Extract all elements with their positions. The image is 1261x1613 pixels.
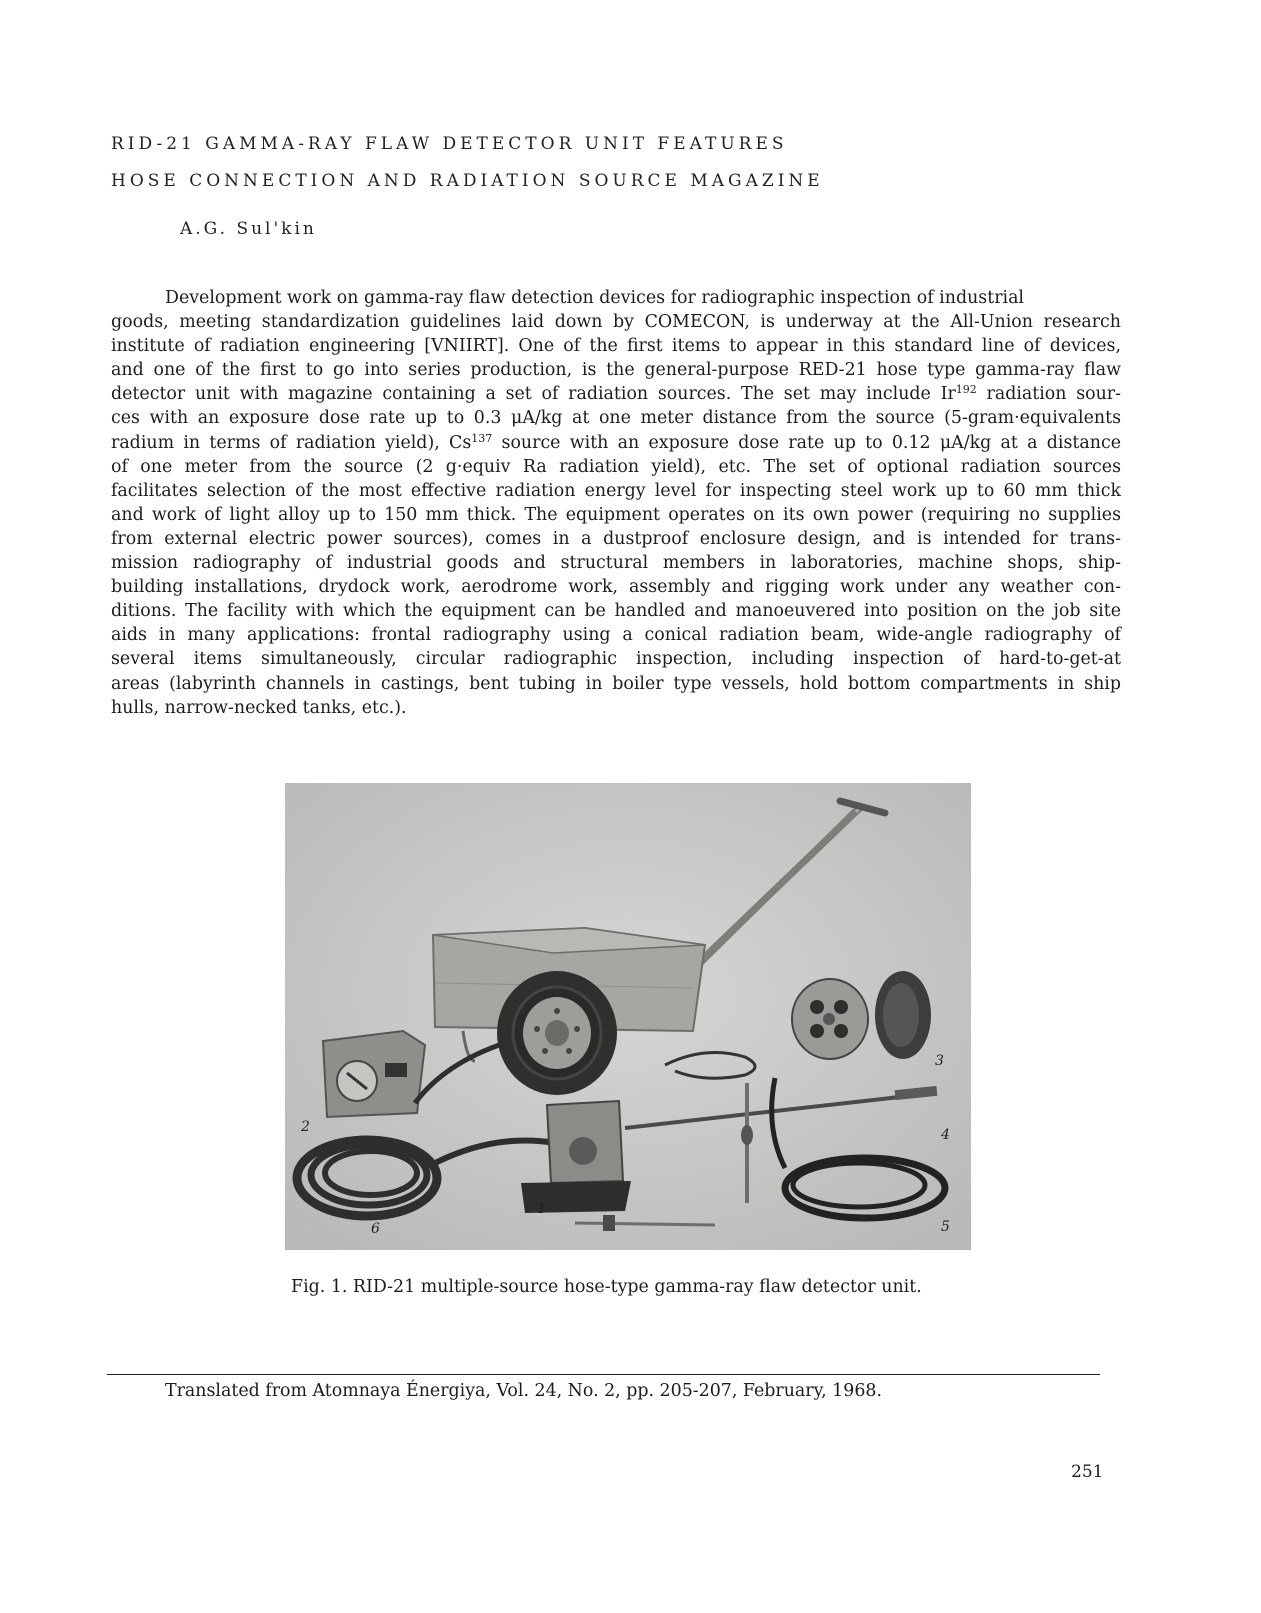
trolley-wheel <box>497 971 617 1095</box>
control-panel <box>323 1031 425 1117</box>
page-number: 251 <box>1071 1462 1104 1482</box>
callout-label: 4 <box>941 1127 950 1143</box>
body-line: ces with an exposure dose rate up to 0.3 μA/kg at one meter distance from the source (5-gram·equivalents <box>111 408 1121 429</box>
callout-label: 6 <box>371 1221 380 1237</box>
translation-footnote: Translated from Atomnaya Énergiya, Vol. 24, No. 2, pp. 205-207, February, 1968. <box>165 1381 882 1401</box>
callout-label: 5 <box>941 1219 950 1235</box>
body-line-segment: radium in terms of radiation yield), Cs <box>111 432 472 453</box>
body-line <box>111 382 1121 406</box>
body-line: from external electric power sources), comes in a dustproof enclosure design, and is intended for trans- <box>111 528 1121 549</box>
body-line-segment: source with an exposure dose rate up to 0.12 μA/kg at a distance <box>492 432 1121 453</box>
footnote-divider <box>107 1374 1100 1375</box>
equipment-photo <box>285 783 971 1250</box>
body-line: Development work on gamma-ray flaw detection devices for radiographic inspection of industrial <box>165 288 1024 308</box>
article-title-line-1: RID-21 GAMMA-RAY FLAW DETECTOR UNIT FEATURES <box>111 134 788 154</box>
isotope-superscript: 192 <box>955 383 977 397</box>
body-line: mission radiography of industrial goods and structural members in laboratories, machine shops, ship- <box>111 553 1121 574</box>
callout-label: 1 <box>537 1201 546 1217</box>
body-line-segment: radiation sour- <box>986 384 1121 405</box>
figure-caption: Fig. 1. RID-21 multiple-source hose-type gamma-ray flaw detector unit. <box>291 1277 922 1297</box>
callout-label: 3 <box>935 1053 944 1069</box>
body-paragraph <box>111 286 1121 720</box>
body-line: and work of light alloy up to 150 mm thick. The equipment operates on its own power (requiring no supplies <box>111 504 1121 525</box>
isotope-superscript: 137 <box>471 431 493 445</box>
article-title-line-2: HOSE CONNECTION AND RADIATION SOURCE MAGAZINE <box>111 171 824 191</box>
body-line: of one meter from the source (2 g·equiv Ra radiation yield), etc. The set of optional radiation sources <box>111 456 1121 477</box>
body-line: goods, meeting standardization guidelines laid down by COMECON, is underway at the All-Union research <box>111 312 1121 333</box>
body-line: several items simultaneously, circular radiographic inspection, including inspection of hard-to-get-at <box>111 649 1121 670</box>
body-line: facilitates selection of the most effective radiation energy level for inspecting steel work up to 60 mm thick <box>111 480 1121 501</box>
body-line: institute of radiation engineering [VNIIRT]. One of the first items to appear in this standard line of devices, <box>111 336 1121 357</box>
callout-label: 2 <box>301 1119 310 1135</box>
body-line: areas (labyrinth channels in castings, bent tubing in boiler type vessels, hold bottom compartments in ship <box>111 673 1121 694</box>
body-line: ditions. The facility with which the equipment can be handled and manoeuvered into position on the job site <box>111 601 1121 622</box>
author-name: A.G. Sul'kin <box>180 219 317 239</box>
body-line: and one of the first to go into series production, is the general-purpose RED-21 hose type gamma-ray flaw <box>111 360 1121 381</box>
body-line <box>111 431 1121 455</box>
body-line: aids in many applications: frontal radiography using a conical radiation beam, wide-angle radiography of <box>111 625 1121 646</box>
body-line-segment: detector unit with magazine containing a set of radiation sources. The set may include Ir <box>111 384 956 405</box>
body-line: hulls, narrow-necked tanks, etc.). <box>111 697 407 718</box>
body-line: building installations, drydock work, aerodrome work, assembly and rigging work under any weather con- <box>111 577 1121 598</box>
